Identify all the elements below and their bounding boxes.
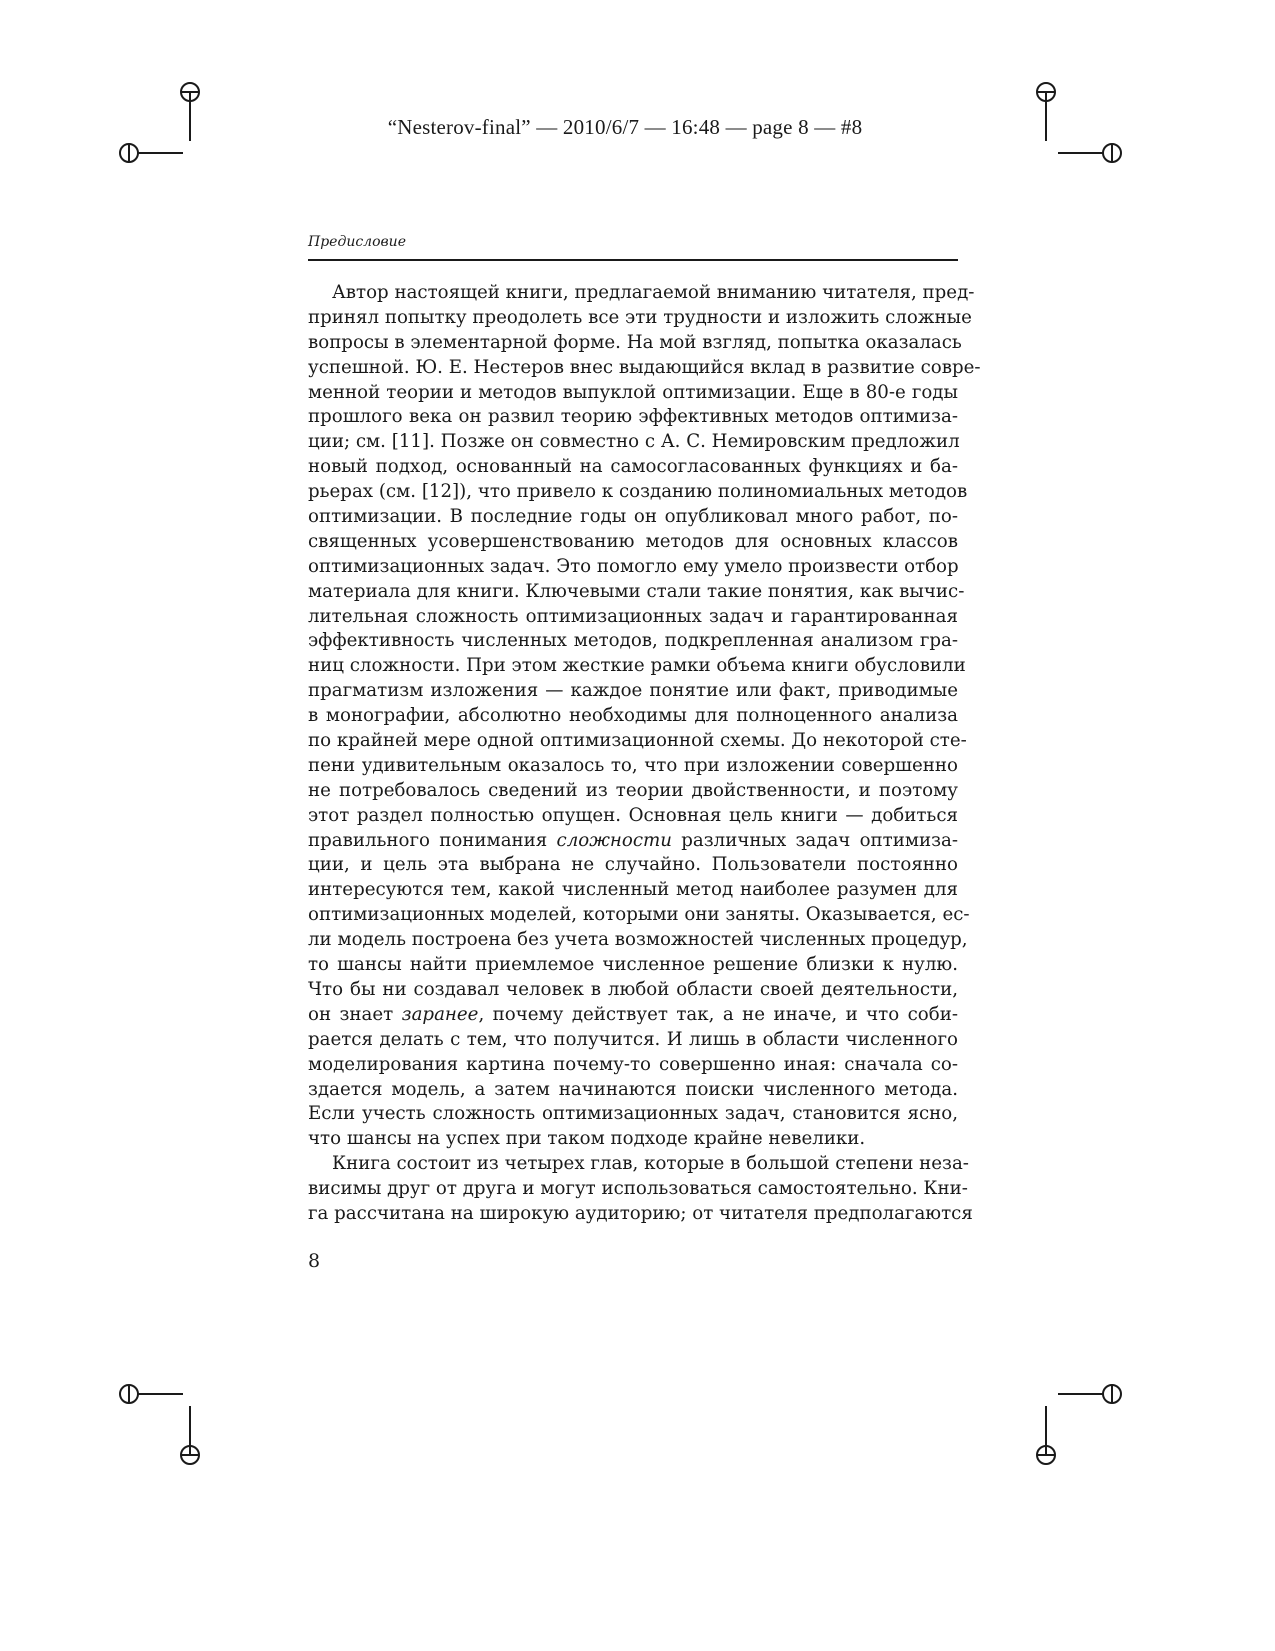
text-line: пени удивительным оказалось то, что при изложении совершенно bbox=[308, 754, 958, 776]
page-number: 8 bbox=[308, 1250, 321, 1272]
text-line: висимы друг от друга и могут использоваться самостоятельно. Кни- bbox=[308, 1178, 968, 1200]
text-line: принял попытку преодолеть все эти трудности и изложить сложные bbox=[308, 306, 972, 328]
running-head: Предисловие bbox=[308, 234, 406, 250]
slug-line: “Nesterov-final” — 2010/6/7 — 16:48 — page 8 — #8 bbox=[387, 115, 863, 139]
text-line: га рассчитана на широкую аудиторию; от читателя предполагаются bbox=[308, 1202, 973, 1224]
text-line: оптимизации. В последние годы он опубликовал много работ, по- bbox=[308, 506, 958, 528]
text-line: прошлого века он развил теорию эффективных методов оптимиза- bbox=[308, 406, 958, 428]
header-rule bbox=[308, 259, 958, 261]
text-line: Книга состоит из четырех глав, которые в большой степени неза- bbox=[332, 1153, 969, 1175]
text-line: священных усовершенствованию методов для основных классов bbox=[308, 530, 958, 552]
text-line: по крайней мере одной оптимизационной схемы. До некоторой сте- bbox=[308, 730, 967, 752]
text-line: что шансы на успех при таком подходе крайне невелики. bbox=[308, 1128, 866, 1150]
text-line: лительная сложность оптимизационных задач и гарантированная bbox=[308, 605, 958, 627]
registration-mark-bottom-left bbox=[120, 1385, 199, 1464]
text-line: рается делать с тем, что получится. И лишь в области численного bbox=[308, 1028, 958, 1050]
text-line: моделирования картина почему-то совершенно иная: сначала со- bbox=[308, 1053, 958, 1075]
emphasized-word: заранее bbox=[401, 1003, 479, 1025]
registration-mark-bottom-right bbox=[1037, 1385, 1121, 1464]
body-text bbox=[308, 281, 981, 1227]
text-line: оптимизационных задач. Это помогло ему умело произвести отбор bbox=[308, 555, 959, 577]
text-line: то шансы найти приемлемое численное решение близки к нулю. bbox=[308, 954, 958, 976]
text-line: он знает заранее, почему действует так, а не иначе, и что соби- bbox=[308, 1003, 958, 1025]
text-line: ли модель построена без учета возможностей численных процедур, bbox=[308, 929, 968, 951]
text-line: этот раздел полностью опущен. Основная цель книги — добиться bbox=[308, 804, 958, 826]
text-line: прагматизм изложения — каждое понятие или факт, приводимые bbox=[308, 680, 958, 702]
emphasized-word: сложности bbox=[556, 829, 672, 851]
text-line: интересуются тем, какой численный метод наиболее разумен для bbox=[308, 879, 958, 901]
text-line: эффективность численных методов, подкрепленная анализом гра- bbox=[308, 630, 958, 652]
text-line: здается модель, а затем начинаются поиски численного метода. bbox=[308, 1078, 958, 1100]
text-line: материала для книги. Ключевыми стали такие понятия, как вычис- bbox=[308, 580, 965, 602]
text-line: менной теории и методов выпуклой оптимизации. Еще в 80-е годы bbox=[308, 381, 958, 403]
text-line: Если учесть сложность оптимизационных задач, становится ясно, bbox=[308, 1103, 958, 1125]
text-line: вопросы в элементарной форме. На мой взгляд, попытка оказалась bbox=[308, 331, 962, 353]
text-line: Что бы ни создавал человек в любой области своей деятельности, bbox=[308, 978, 958, 1000]
text-line: новый подход, основанный на самосогласованных функциях и ба- bbox=[308, 456, 958, 478]
text-line: ции, и цель эта выбрана не случайно. Пользователи постоянно bbox=[308, 854, 958, 876]
text-line: ции; см. [11]. Позже он совместно с А. С. Немировским предложил bbox=[308, 431, 960, 453]
text-line: успешной. Ю. Е. Нестеров внес выдающийся вклад в развитие совре- bbox=[308, 356, 981, 378]
text-line: оптимизационных моделей, которыми они заняты. Оказывается, ес- bbox=[308, 904, 970, 926]
text-line: правильного понимания сложности различных задач оптимиза- bbox=[308, 829, 958, 851]
text-line: Автор настоящей книги, предлагаемой вниманию читателя, пред- bbox=[332, 282, 975, 303]
text-line: ниц сложности. При этом жесткие рамки объема книги обусловили bbox=[308, 655, 966, 677]
text-line: рьерах (см. [12]), что привело к созданию полиномиальных методов bbox=[308, 481, 968, 503]
text-line: в монографии, абсолютно необходимы для полноценного анализа bbox=[308, 705, 958, 727]
text-line: не потребовалось сведений из теории двойственности, и поэтому bbox=[308, 779, 958, 801]
